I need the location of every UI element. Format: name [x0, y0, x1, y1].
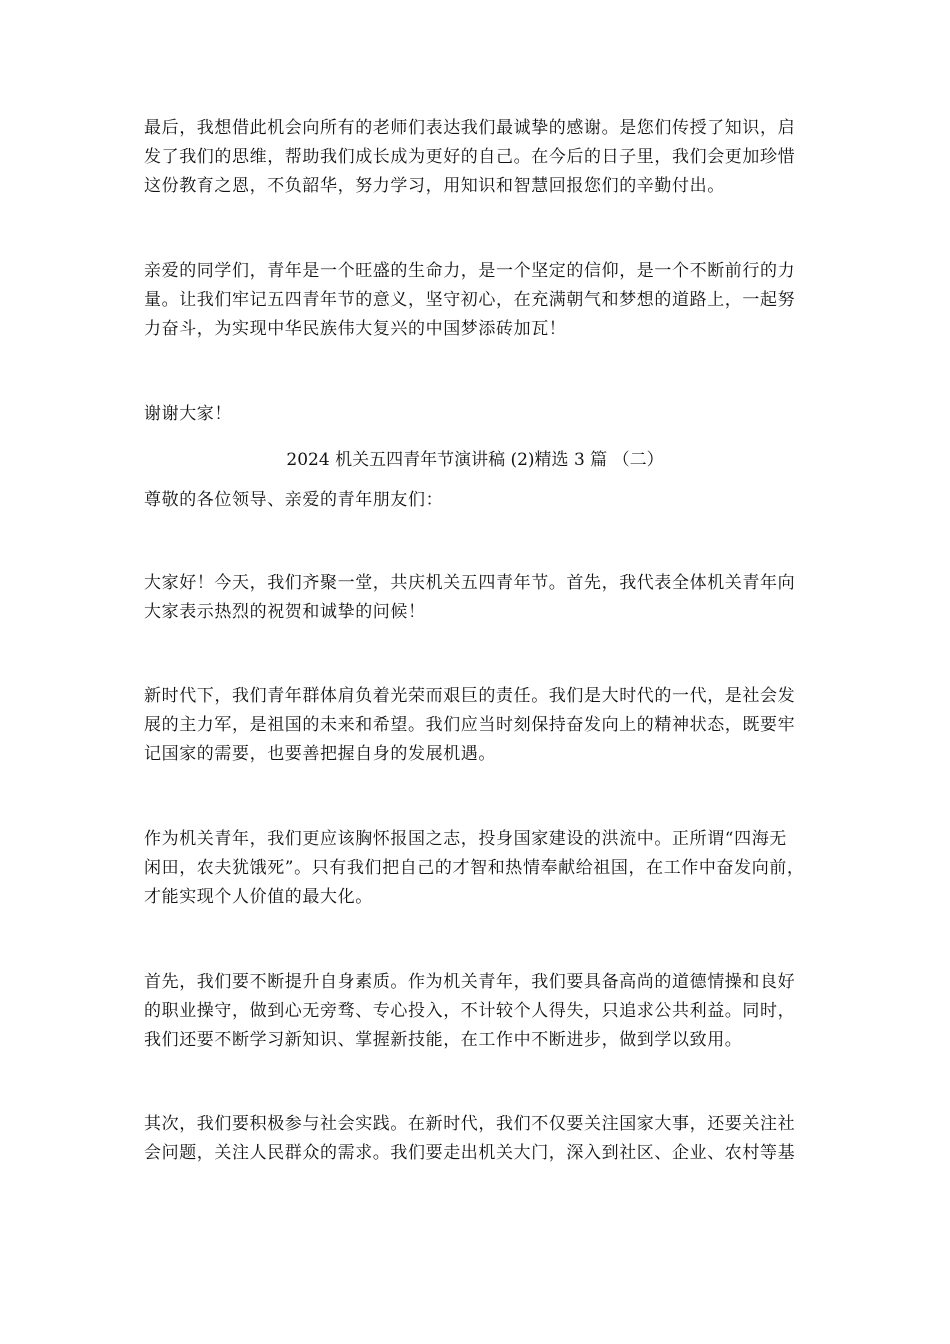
text-line: 新时代下，我们青年群体肩负着光荣而艰巨的责任。我们是大时代的一代，是社会发 [144, 686, 796, 706]
text-line: 作为机关青年，我们更应该胸怀报国之志，投身国家建设的洪流中。正所谓“四海无 [144, 829, 787, 849]
text-line: 会问题，关注人民群众的需求。我们要走出机关大门，深入到社区、企业、农村等基 [144, 1143, 796, 1163]
text-line: 首先，我们要不断提升自身素质。作为机关青年，我们要具备高尚的道德情操和良好 [144, 972, 796, 992]
text-line: 记国家的需要，也要善把握自身的发展机遇。 [144, 744, 496, 764]
text-line: 这份教育之恩，不负韶华，努力学习，用知识和智慧回报您们的辛勤付出。 [144, 176, 725, 196]
text-line: 量。让我们牢记五四青年节的意义，坚守初心，在充满朝气和梦想的道路上，一起努 [144, 290, 796, 310]
text-line: 力奋斗，为实现中华民族伟大复兴的中国梦添砖加瓦！ [144, 319, 567, 339]
text-line: 最后，我想借此机会向所有的老师们表达我们最诚挚的感谢。是您们传授了知识，启 [144, 118, 796, 138]
text-line: 展的主力军，是祖国的未来和希望。我们应当时刻保持奋发向上的精神状态，既要牢 [144, 715, 796, 735]
text-line: 发了我们的思维，帮助我们成长成为更好的自己。在今后的日子里，我们会更加珍惜 [144, 147, 796, 167]
text-line: 我们还要不断学习新知识、掌握新技能，在工作中不断进步，做到学以致用。 [144, 1030, 743, 1050]
text-line: 其次，我们要积极参与社会实践。在新时代，我们不仅要关注国家大事，还要关注社 [144, 1114, 796, 1134]
text-line: 大家表示热烈的祝贺和诚挚的问候！ [144, 602, 426, 622]
text-line: 谢谢大家！ [144, 404, 232, 424]
text-line: 大家好！今天，我们齐聚一堂，共庆机关五四青年节。首先，我代表全体机关青年向 [144, 573, 796, 593]
text-line: 亲爱的同学们，青年是一个旺盛的生命力，是一个坚定的信仰，是一个不断前行的力 [144, 261, 796, 281]
text-line: 的职业操守，做到心无旁骛、专心投入，不计较个人得失，只追求公共利益。同时， [144, 1001, 796, 1021]
section-heading: 2024 机关五四青年节演讲稿 (2)精选 3 篇 （二） [286, 450, 664, 470]
text-line: 尊敬的各位领导、亲爱的青年朋友们： [144, 490, 444, 510]
text-line: 才能实现个人价值的最大化。 [144, 887, 373, 907]
text-line: 闲田，农夫犹饿死”。只有我们把自己的才智和热情奉献给祖国，在工作中奋发向前， [144, 858, 805, 878]
